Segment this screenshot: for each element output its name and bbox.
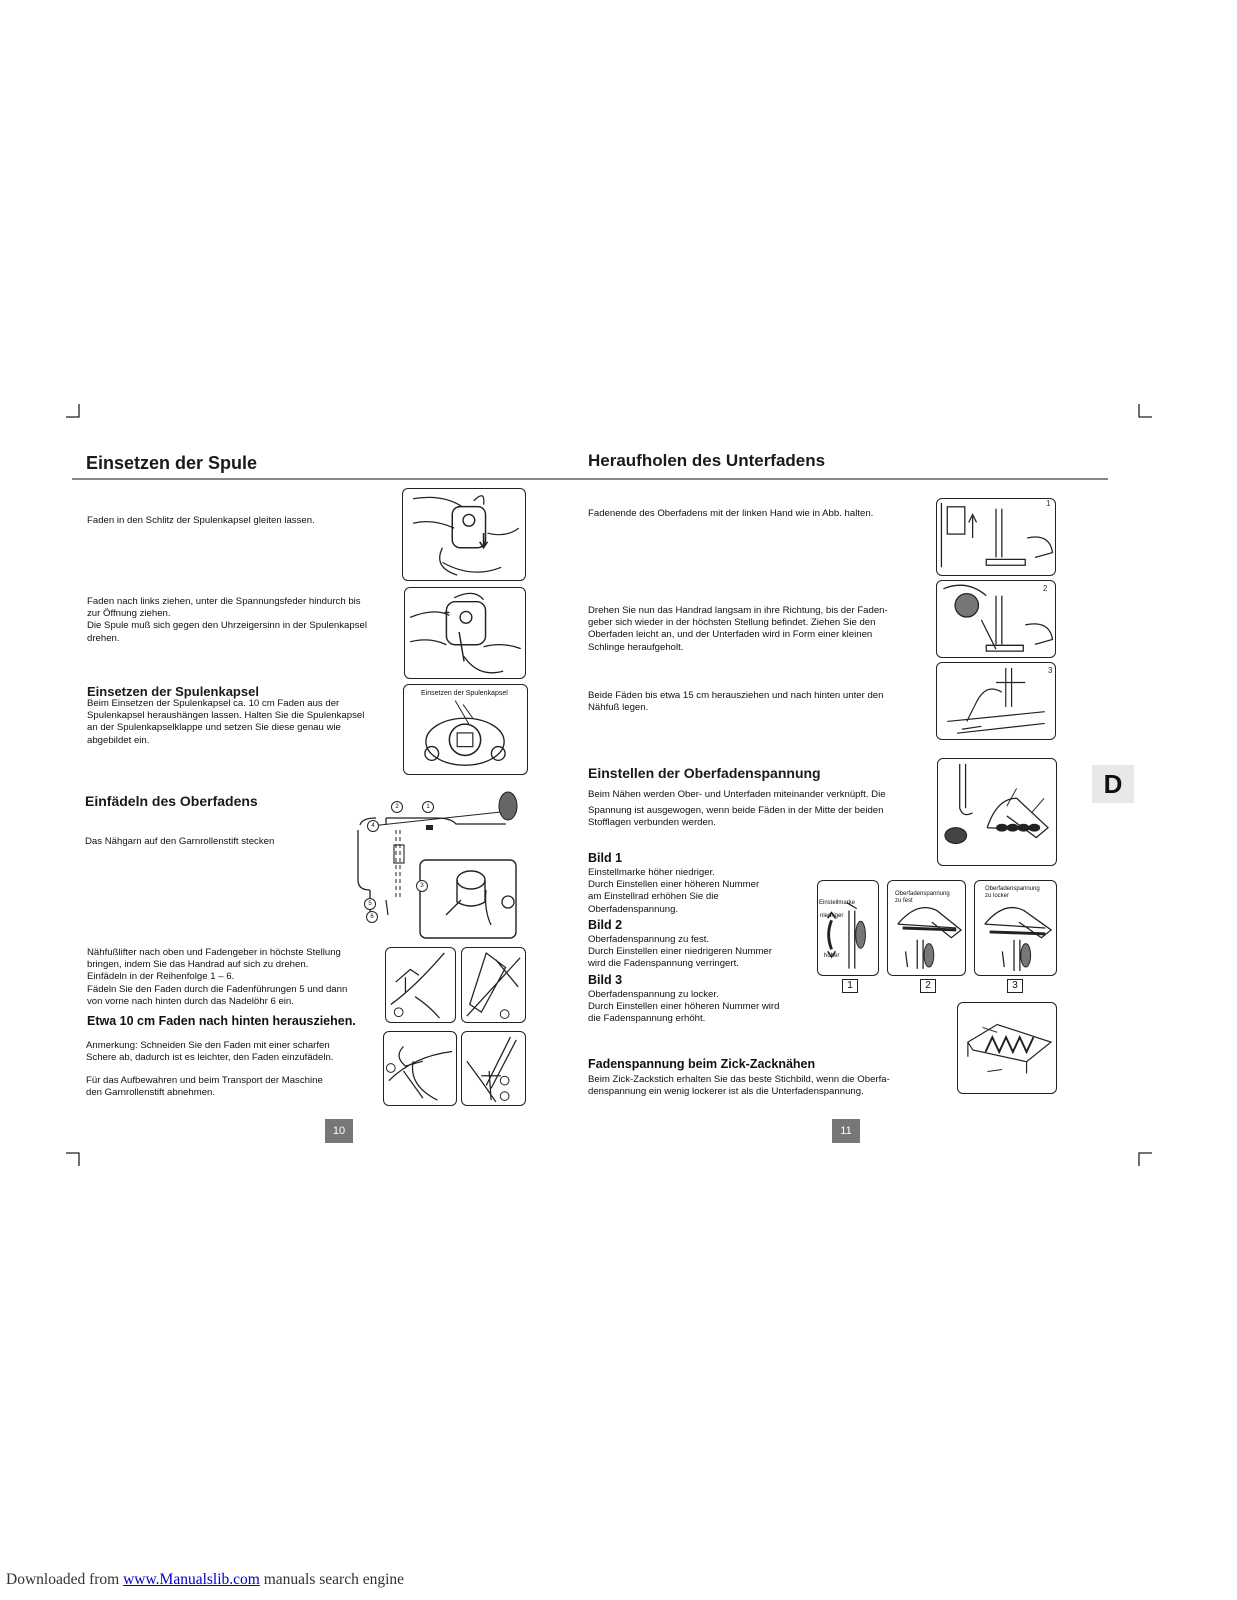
crop-mark-bottom-left: [66, 1152, 80, 1166]
figure-thread-tension-spring: [404, 587, 526, 679]
left-text-note-line: Schere ab, dadurch ist es leichter, den Faden einzufädeln.: [86, 1052, 334, 1064]
figure-thread-guide-4: [383, 1031, 457, 1106]
download-footer: [6, 1571, 404, 1589]
tight-label: zu fest: [895, 898, 913, 904]
figure-bobbin-slot: [402, 488, 526, 581]
left-text-bobbin-case-line: abgebildet ein.: [87, 734, 150, 746]
figure-number-2: 2: [1043, 584, 1048, 593]
left-text-2-line: Faden nach links ziehen, unter die Spannungsfeder hindurch bis: [87, 596, 361, 607]
right-bild3-line: Durch Einstellen einer höheren Nummer wird: [588, 1001, 780, 1013]
right-bild3-line: Oberfadenspannung zu locker.: [588, 989, 719, 1000]
right-text-tension-line: Stofflagen verbunden werden.: [588, 817, 716, 829]
crop-mark-bottom-right: [1138, 1152, 1152, 1166]
figure-number-3: 3: [1048, 666, 1053, 675]
figure-tension-too-tight: [887, 880, 966, 976]
right-text-2-line: Drehen Sie nun das Handrad langsam in ihre Richtung, bis der Faden-: [588, 605, 888, 616]
right-text-3: [588, 690, 883, 714]
right-text-tension-line: Spannung ist ausgewogen, wenn beide Fäden in der Mitte der beiden: [588, 805, 884, 817]
left-subheading-pull-thread: Etwa 10 cm Faden nach hinten herausziehen.: [87, 1014, 356, 1028]
right-text-zigzag-line: denspannung ein wenig lockerer ist als die Unterfadenspannung.: [588, 1086, 864, 1098]
figure-pull-threads-3: [936, 662, 1056, 740]
crop-mark-top-right: [1138, 404, 1152, 418]
right-bild3-line: die Fadenspannung erhöht.: [588, 1013, 706, 1025]
left-text-2-line: zur Öffnung ziehen.: [87, 608, 171, 620]
diagram-label-2: 2: [920, 979, 936, 993]
right-bild1-line: am Einstellrad erhöhen Sie die: [588, 891, 719, 903]
right-subheading-tension: Einstellen der Oberfadenspannung: [588, 765, 821, 781]
loose-label: Oberfadenspannung: [985, 886, 1040, 892]
right-text-3-line: Nähfuß legen.: [588, 702, 649, 714]
figure-caption: Einsetzen der Spulenkapsel: [421, 690, 508, 697]
right-text-2-line: Schlinge heraufgeholt.: [588, 641, 684, 653]
dial-high-label: höher: [824, 953, 840, 959]
left-text-threading-line: bringen, indem Sie das Handrad auf sich zu drehen.: [87, 959, 309, 971]
right-bild1-line: Oberfadenspannung.: [588, 903, 679, 915]
right-text-tension-line: Beim Nähen werden Ober- und Unterfaden miteinander verknüpft. Die: [588, 789, 886, 800]
footer-suffix: manuals search engine: [259, 1571, 405, 1588]
left-text-note-line: Anmerkung: Schneiden Sie den Faden mit einer scharfen: [86, 1040, 330, 1051]
left-subheading-bobbin-case: Einsetzen der Spulenkapsel: [87, 684, 259, 699]
left-text-spool-pin: Das Nähgarn auf den Garnrollenstift stecken: [85, 836, 275, 847]
right-text-2-line: geber sich wieder in der höchsten Stellung befindet. Ziehen Sie den: [588, 617, 876, 629]
left-text-storage-line: Für das Aufbewahren und beim Transport der Maschine: [86, 1075, 323, 1086]
right-bild1-line: Einstellmarke höher niedriger.: [588, 867, 715, 878]
right-text-3-line: Beide Fäden bis etwa 15 cm herausziehen und nach hinten unter den: [588, 690, 884, 701]
figure-needle-eye: [461, 1031, 526, 1106]
left-text-bobbin-case-line: an der Spulenkapselklappe und setzen Sie diese genau wie: [87, 722, 341, 734]
left-page-number: 10: [325, 1119, 353, 1143]
right-bild2-line: Durch Einstellen einer niedrigeren Nummer: [588, 946, 772, 958]
marker-2: 2: [391, 801, 403, 813]
figure-tension-too-loose: [974, 880, 1057, 976]
figure-threading-machine: [356, 790, 526, 940]
figure-hold-thread-2: [936, 580, 1056, 658]
left-subheading-upper-threading: Einfädeln des Oberfadens: [85, 793, 258, 809]
figure-thread-guide-3: [461, 947, 526, 1023]
diagram-label-3: 3: [1007, 979, 1023, 993]
right-bild2-text: [588, 934, 772, 971]
figure-insert-bobbin-case: [403, 684, 528, 775]
right-text-zigzag-line: Beim Zick-Zackstich erhalten Sie das beste Stichbild, wenn die Oberfa-: [588, 1074, 890, 1085]
dial-low-label: niedriger: [820, 913, 844, 919]
left-text-1: Faden in den Schlitz der Spulenkapsel gleiten lassen.: [87, 515, 315, 526]
dial-mark-label: Einstellmarke: [819, 900, 856, 906]
left-text-storage-line: den Garnrollenstift abnehmen.: [86, 1087, 216, 1099]
right-bild2-line: wird die Fadenspannung verringert.: [588, 958, 739, 970]
right-bild3-title: Bild 3: [588, 973, 623, 987]
header-rule: [72, 478, 1108, 480]
left-text-bobbin-case: [87, 698, 364, 747]
left-text-storage: [86, 1075, 323, 1099]
right-text-2-line: Oberfaden leicht an, und der Unterfaden wird in Form einer kleinen: [588, 629, 873, 641]
marker-6: 6: [366, 911, 378, 923]
left-text-2-line: Die Spule muß sich gegen den Uhrzeigersinn in der Spulenkapsel: [87, 620, 367, 632]
right-bild2-title: Bild 2: [588, 918, 623, 932]
manualslib-link[interactable]: www.Manualslib.com: [123, 1571, 260, 1588]
right-bild1-title: Bild 1: [588, 851, 623, 865]
figure-number-1: 1: [1046, 499, 1051, 508]
left-text-threading-line: von vorne nach hinten durch das Nadelöhr 6 ein.: [87, 995, 294, 1007]
diagram-label-1: 1: [842, 979, 858, 993]
right-text-2: [588, 605, 888, 654]
loose-label: zu locker: [985, 893, 1010, 899]
left-text-2-line: drehen.: [87, 632, 120, 644]
right-page-title: Heraufholen des Unterfadens: [588, 451, 826, 470]
language-tab: D: [1092, 765, 1134, 803]
figure-zigzag-stitch: [957, 1002, 1057, 1094]
marker-1: 1: [422, 801, 434, 813]
right-bild1-line: Durch Einstellen einer höheren Nummer: [588, 879, 760, 891]
right-bild2-line: Oberfadenspannung zu fest.: [588, 934, 710, 945]
right-text-1: Fadenende des Oberfadens mit der linken Hand wie in Abb. halten.: [588, 508, 874, 519]
right-bild3-text: [588, 989, 779, 1026]
marker-5: 5: [364, 898, 376, 910]
right-text-tension: [588, 789, 886, 830]
right-subheading-zigzag: Fadenspannung beim Zick-Zacknähen: [588, 1057, 816, 1071]
left-text-threading-line: Nähfußlifter nach oben und Fadengeber in höchste Stellung: [87, 947, 341, 958]
figure-hold-thread-1: [936, 498, 1056, 576]
marker-3: 3: [416, 880, 428, 892]
figure-balanced-stitch: [937, 758, 1057, 866]
left-text-note: [86, 1040, 333, 1064]
crop-mark-top-left: [66, 404, 80, 418]
left-text-threading-line: Einfädeln in der Reihenfolge 1 – 6.: [87, 971, 235, 983]
left-text-threading-order: [87, 947, 347, 1008]
figure-thread-guide-2: [385, 947, 456, 1023]
left-text-threading-line: Fädeln Sie den Faden durch die Fadenführungen 5 und dann: [87, 983, 348, 995]
tight-label: Oberfadenspannung: [895, 891, 950, 897]
right-page-number: 11: [832, 1119, 860, 1143]
left-text-bobbin-case-line: Spulenkapsel heraushängen lassen. Halten Sie die Spulenkapsel: [87, 710, 365, 722]
left-text-bobbin-case-line: Beim Einsetzen der Spulenkapsel ca. 10 cm Faden aus der: [87, 698, 340, 709]
left-page-title: Einsetzen der Spule: [86, 453, 258, 473]
right-text-zigzag: [588, 1074, 890, 1098]
figure-tension-dial: [817, 880, 879, 976]
left-text-2: [87, 596, 367, 645]
right-bild1-text: [588, 867, 759, 916]
footer-prefix: Downloaded from: [6, 1571, 124, 1588]
marker-4: 4: [367, 820, 379, 832]
